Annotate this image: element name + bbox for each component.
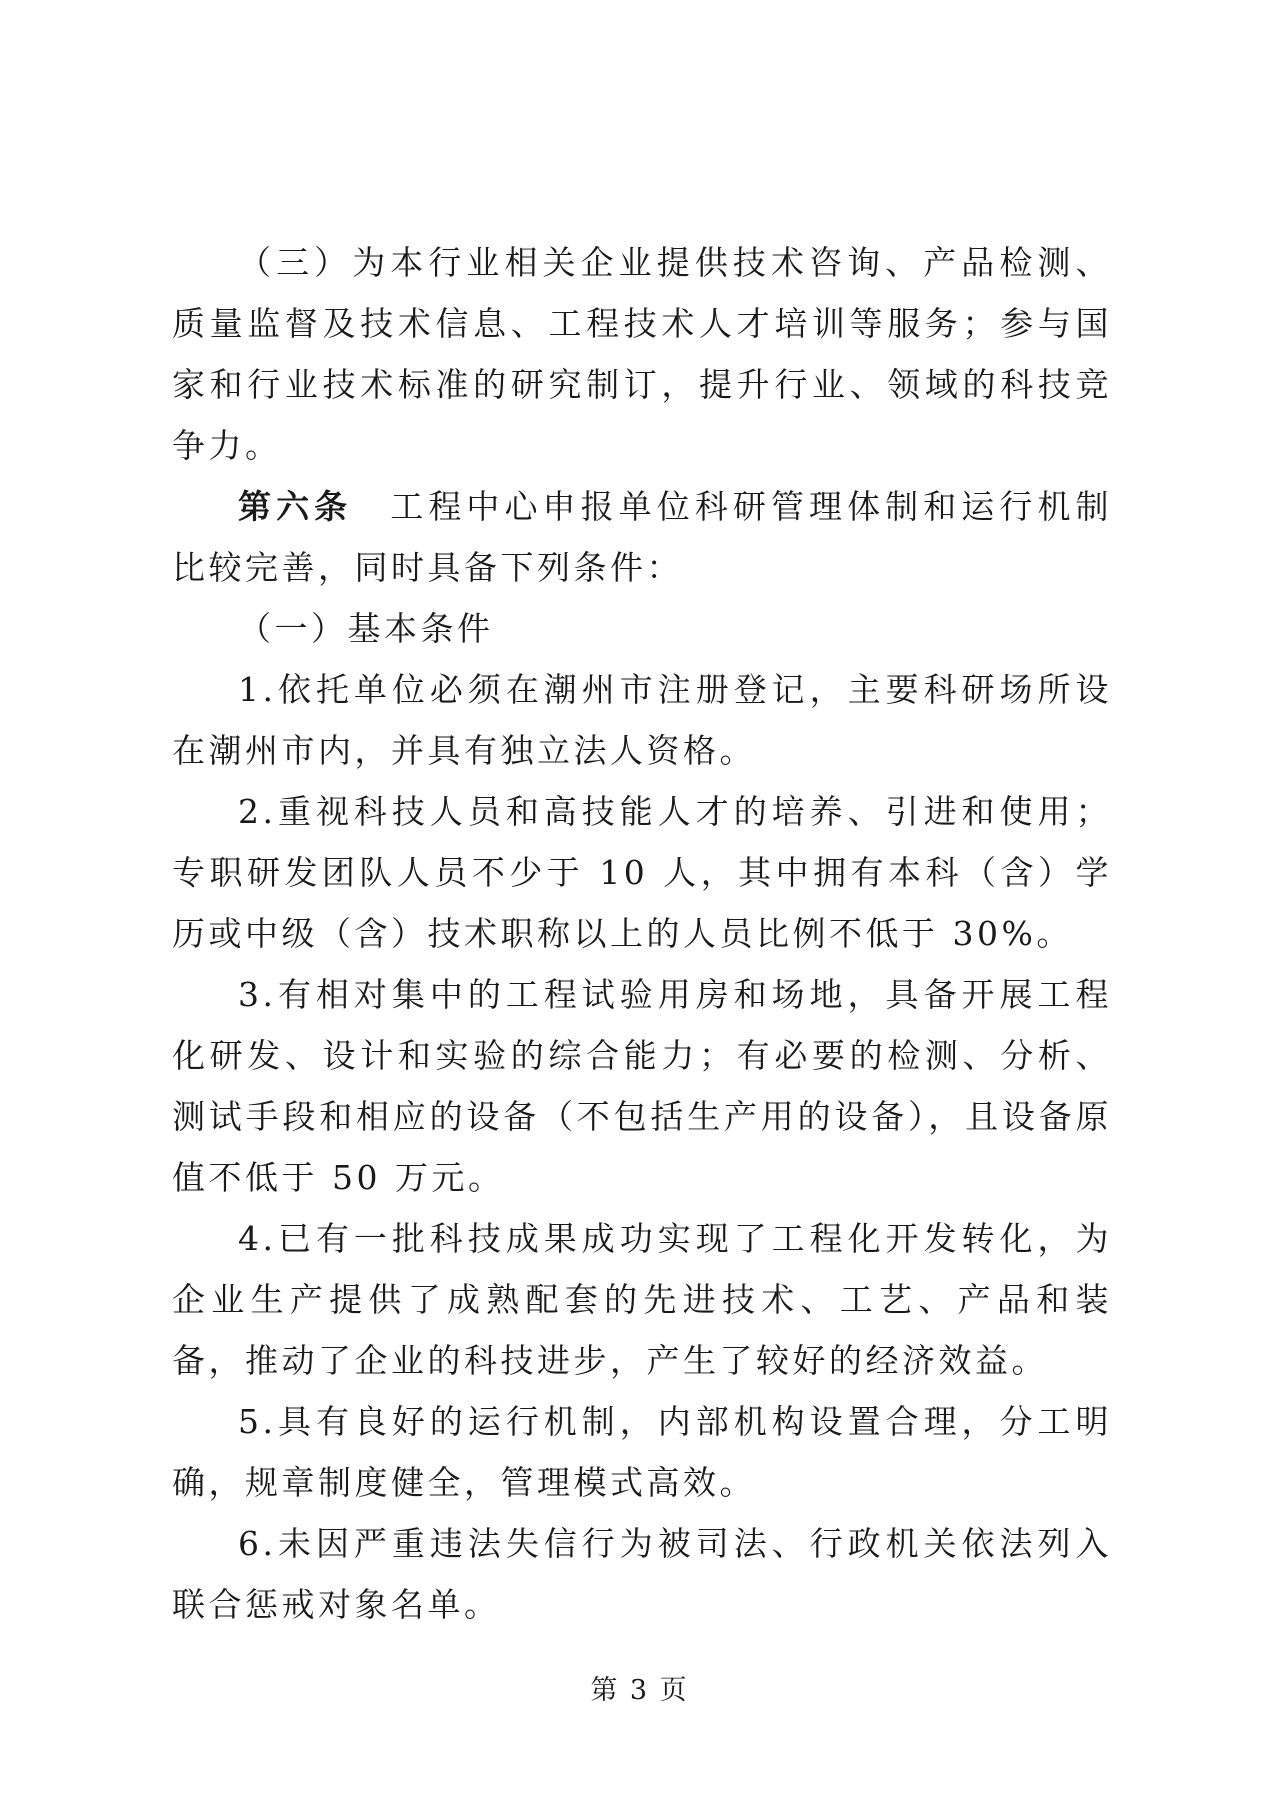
paragraph-text: 4.已有一批科技成果成功实现了工程化开发转化，为企业生产提供了成熟配套的先进技术、工艺、产品和装备，推动了企业的科技进步，产生了较好的经济效益。 xyxy=(172,1219,1112,1380)
paragraph-article-6 xyxy=(172,476,1112,598)
paragraph-condition-3 xyxy=(172,964,1112,1208)
paragraph-text: （三）为本行业相关企业提供技术咨询、产品检测、质量监督及技术信息、工程技术人才培训等服务；参与国家和行业技术标准的研究制订，提升行业、领域的科技竞争力。 xyxy=(172,243,1112,465)
paragraph-condition-2 xyxy=(172,781,1112,964)
page-number: 第 3 页 xyxy=(590,1675,689,1706)
paragraph-text: 1.依托单位必须在潮州市注册登记，主要科研场所设在潮州市内，并具有独立法人资格。 xyxy=(172,670,1112,770)
paragraph-condition-4 xyxy=(172,1208,1112,1391)
paragraph-condition-6 xyxy=(172,1513,1112,1635)
paragraph-text: 3.有相对集中的工程试验用房和场地，具备开展工程化研发、设计和实验的综合能力；有必要的检测、分析、测试手段和相应的设备（不包括生产用的设备），且设备原值不低于 50 万元。 xyxy=(172,975,1112,1197)
paragraph-text: 2.重视科技人员和高技能人才的培养、引进和使用；专职研发团队人员不少于 10 人，其中拥有本科（含）学历或中级（含）技术职称以上的人员比例不低于 30%。 xyxy=(172,792,1112,953)
paragraph-text: 6.未因严重违法失信行为被司法、行政机关依法列入联合惩戒对象名单。 xyxy=(172,1524,1112,1624)
article-heading: 第六条 xyxy=(238,487,353,526)
paragraph-text: 工程中心申报单位科研管理体制和运行机制比较完善，同时具备下列条件： xyxy=(172,487,1113,587)
paragraph-condition-1 xyxy=(172,659,1112,781)
paragraph-text: 5.具有良好的运行机制，内部机构设置合理，分工明确，规章制度健全，管理模式高效。 xyxy=(172,1402,1112,1502)
paragraph-3-services xyxy=(172,232,1112,476)
document-body xyxy=(172,232,1112,1635)
paragraph-basic-conditions xyxy=(172,598,1112,659)
paragraph-text: （一）基本条件 xyxy=(238,609,494,648)
paragraph-condition-5 xyxy=(172,1391,1112,1513)
